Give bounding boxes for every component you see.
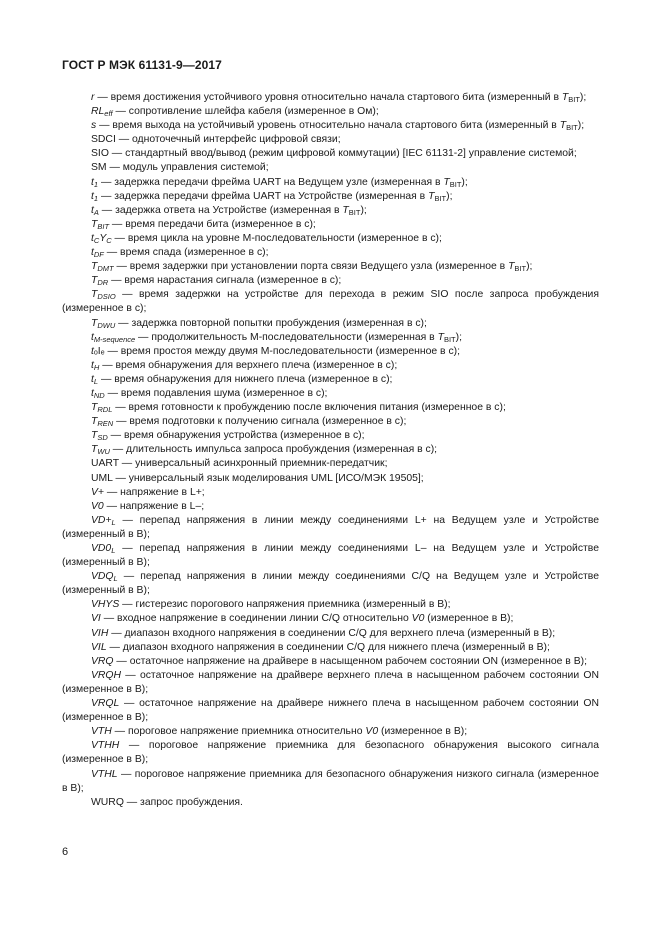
symbol: Y: [99, 232, 107, 244]
symbol: T: [91, 261, 98, 273]
definition-text: — время задержки при установлении порта связи Ведущего узла (измеренное в: [113, 261, 509, 273]
definition-text: SM — модуль управления системой;: [91, 162, 269, 174]
definition-entry: [62, 190, 599, 204]
symbol: t: [91, 247, 94, 259]
symbol-subscript: SD: [97, 433, 108, 443]
symbol: t: [91, 232, 94, 244]
definition-entry: [62, 359, 599, 373]
definition-text: — время передачи бита (измеренное в с);: [109, 218, 316, 230]
definition-text: ₒIₑ — время простоя между двумя М-последовательности (измеренное в с);: [93, 345, 460, 357]
definition-entry: [62, 669, 599, 697]
definition-text: — пороговое напряжение приемника для безопасного обнаружения низкого сигнала (измеренное в В);: [62, 768, 599, 794]
definition-entry: [62, 274, 599, 288]
definition-entry: [62, 612, 599, 626]
definition-entry: [62, 401, 599, 415]
definition-entry: [62, 570, 599, 598]
symbol: t: [91, 190, 94, 202]
symbol-subscript: eff: [104, 109, 113, 119]
symbol: RL: [91, 106, 105, 118]
definition-entry: [62, 218, 599, 232]
unit-subscript: BIT: [348, 207, 361, 217]
unit-symbol: T: [428, 190, 435, 202]
definition-text: — перепад напряжения в линии между соединениями L– на Ведущем узле и Устройстве (измеренный в В);: [62, 543, 599, 569]
symbol-subscript: DMT: [97, 264, 114, 274]
definition-entry: [62, 514, 599, 542]
symbol-subscript: M-sequence: [93, 334, 136, 344]
symbol-subscript: C: [106, 235, 112, 245]
definition-entry: [62, 176, 599, 190]
definition-text: — диапазон входного напряжения в соединении C/Q для верхнего плеча (измеренный в В);: [108, 627, 556, 639]
definition-entry: [62, 500, 599, 514]
definition-entry: [62, 739, 599, 767]
symbol-subscript: REN: [97, 419, 114, 429]
definition-text: — время спада (измеренное в с);: [103, 247, 269, 259]
unit-subscript: BIT: [566, 123, 578, 133]
symbol-subscript: L: [113, 574, 118, 584]
definition-text: SDCI — одноточечный интерфейс цифровой связи;: [91, 134, 341, 146]
definition-entry: [62, 472, 599, 486]
unit-symbol: T: [437, 331, 444, 343]
definition-text: — входное напряжение в соединении линии C/Q относительно: [100, 613, 412, 625]
definition-entry: [62, 331, 599, 345]
definition-text: );: [360, 204, 367, 216]
definition-text: — напряжение в L+;: [104, 486, 205, 498]
symbol-subscript: BIT: [97, 221, 110, 231]
symbol: s: [91, 120, 97, 132]
definition-text: — остаточное напряжение на драйвере в насыщенном рабочем состоянии ON (измеренное в В);: [113, 655, 587, 667]
symbol-subscript: H: [93, 362, 100, 372]
unit-subscript: BIT: [449, 179, 462, 189]
definition-entry: [62, 345, 599, 359]
definition-entry: [62, 204, 599, 218]
definition-text: — остаточное напряжение на драйвере нижнего плеча в насыщенном рабочем состоянии ON (измеренное в В);: [62, 698, 599, 724]
definition-text: — перепад напряжения в линии между соединениями L+ на Ведущем узле и Устройстве (измеренный в В);: [62, 514, 599, 540]
definition-text: — диапазон входного напряжения в соединении C/Q для нижнего плеча (измеренный в В);: [106, 641, 550, 653]
definition-text: — время готовности к пробуждению после включения питания (измеренное в с);: [112, 402, 506, 414]
definition-entry: [62, 317, 599, 331]
unit-symbol: T: [342, 204, 349, 216]
definition-text: — время обнаружения для нижнего плеча (измеренное в с);: [98, 373, 393, 385]
page-number: 6: [62, 846, 69, 858]
definition-text: SIO — стандартный ввод/вывод (режим цифровой коммутации) [IEC 61131-2] управление системой;: [91, 148, 577, 160]
definition-entry: [62, 796, 599, 810]
unit-symbol: V0: [411, 613, 425, 625]
unit-subscript: BIT: [514, 264, 527, 274]
definition-text: );: [577, 120, 585, 132]
definition-entry: [62, 387, 599, 401]
definition-entry: [62, 655, 599, 669]
definition-text: — время подготовки к получению сигнала (измеренное в с);: [113, 416, 407, 428]
symbol: T: [91, 416, 98, 428]
definition-text: UART — универсальный асинхронный приемник-передатчик;: [91, 458, 388, 470]
definition-entry: [62, 768, 599, 796]
abbreviations-list: [62, 91, 599, 810]
symbol-subscript: L: [93, 376, 99, 386]
symbol: VTHL: [91, 768, 118, 780]
symbol-subscript: L: [111, 546, 116, 555]
definition-text: WURQ — запрос пробуждения.: [91, 796, 243, 808]
definition-entry: [62, 147, 599, 161]
unit-symbol: T: [508, 261, 515, 273]
definition-text: — длительность импульса запроса пробуждения (измеренная в с);: [109, 444, 438, 456]
symbol: VHYS: [91, 599, 120, 611]
definition-text: — время обнаружения для верхнего плеча (измеренное в с);: [99, 359, 398, 371]
definition-text: UML — универсальный язык моделирования UML [ИСО/МЭК 19505];: [91, 472, 424, 484]
definition-entry: [62, 415, 599, 429]
symbol-subscript: L: [111, 517, 116, 527]
definition-text: (измеренное в В);: [424, 613, 514, 625]
symbol: t: [91, 176, 94, 188]
unit-symbol: T: [561, 92, 569, 103]
definition-entry: [62, 486, 599, 500]
definition-text: — пороговое напряжение приемника относительно: [111, 726, 366, 738]
symbol: T: [91, 444, 98, 456]
definition-text: — задержка ответа на Устройстве (измеренная в: [98, 204, 343, 216]
definition-entry: [62, 288, 599, 316]
symbol-subscript: 1: [93, 179, 99, 189]
definition-entry: [62, 697, 599, 725]
symbol: T: [91, 218, 98, 230]
symbol: VIL: [91, 641, 107, 653]
definition-entry: [62, 627, 599, 641]
definition-entry: [62, 91, 599, 105]
definition-entry: [62, 232, 599, 246]
definition-text: );: [579, 92, 587, 103]
symbol: VD+: [91, 514, 112, 526]
symbol-subscript: C: [93, 235, 100, 245]
symbol: t: [91, 345, 94, 357]
definition-entry: [62, 429, 599, 443]
definition-entry: [62, 373, 599, 387]
symbol-subscript: RDL: [97, 405, 113, 415]
symbol: T: [91, 317, 98, 329]
definition-text: );: [461, 176, 468, 188]
definition-text: — задержка передачи фрейма UART на Ведущем узле (измеренная в: [98, 176, 444, 188]
symbol-subscript: DF: [93, 250, 104, 260]
unit-subscript: BIT: [568, 95, 580, 104]
definition-text: — пороговое напряжение приемника для безопасного обнаружения высокого сигнала (измеренное в В);: [62, 740, 599, 766]
unit-symbol: T: [559, 120, 567, 132]
symbol: r: [91, 92, 95, 103]
symbol-subscript: DWU: [97, 320, 116, 330]
definition-text: — время задержки на устройстве для перехода в режим SIO после запроса пробуждения (измеренное в с);: [62, 289, 599, 315]
symbol: V+: [91, 486, 104, 498]
definition-text: — время достижения устойчивого уровня относительно начала стартового бита (измеренный в: [94, 92, 562, 103]
symbol: VI: [91, 613, 101, 625]
unit-subscript: BIT: [443, 334, 456, 344]
definition-text: — задержка передачи фрейма UART на Устройстве (измеренная в: [98, 190, 429, 202]
symbol: T: [91, 402, 98, 414]
symbol-subscript: DSIO: [97, 292, 116, 302]
symbol: T: [91, 430, 98, 442]
symbol: VTH: [91, 726, 112, 738]
unit-symbol: T: [443, 176, 450, 188]
symbol: VRQ: [91, 655, 114, 667]
definition-text: (измеренное в В);: [378, 726, 468, 738]
symbol-subscript: DR: [97, 278, 109, 288]
definition-entry: [62, 161, 599, 175]
definition-entry: [62, 246, 599, 260]
symbol: VD0: [91, 543, 112, 554]
definition-entry: [62, 119, 599, 133]
symbol-subscript: 1: [93, 193, 99, 203]
unit-subscript: BIT: [434, 193, 447, 203]
definition-text: );: [455, 331, 462, 343]
symbol-subscript: ND: [93, 390, 105, 400]
definition-text: — сопротивление шлейфа кабеля (измеренное в Ом);: [112, 106, 379, 118]
symbol: t: [91, 373, 94, 385]
symbol: t: [91, 204, 94, 216]
definition-text: — перепад напряжения в линии между соединениями C/Q на Ведущем узле и Устройстве (измеренный в В);: [62, 571, 599, 597]
symbol-subscript: WU: [97, 447, 110, 457]
symbol: V0: [91, 500, 104, 512]
symbol: VTHH: [91, 740, 120, 752]
definition-text: — задержка повторной попытки пробуждения (измеренная в с);: [115, 317, 427, 329]
symbol: t: [91, 359, 94, 371]
definition-entry: [62, 105, 599, 119]
definition-entry: [62, 133, 599, 147]
definition-text: — время нарастания сигнала (измеренное в с);: [108, 275, 342, 287]
definition-entry: [62, 598, 599, 612]
document-header: ГОСТ Р МЭК 61131-9—2017: [62, 58, 222, 72]
definition-text: — время подавления шума (измеренное в с);: [104, 387, 328, 399]
definition-text: — остаточное напряжение на драйвере верхнего плеча в насыщенном рабочем состоянии ON (измеренное в В);: [62, 669, 599, 695]
definition-entry: [62, 457, 599, 471]
definition-entry: [62, 542, 599, 570]
definition-entry: [62, 641, 599, 655]
definition-entry: [62, 443, 599, 457]
definition-text: — время выхода на устойчивый уровень относительно начала стартового бита (измеренный в: [96, 120, 560, 132]
definition-text: — гистерезис порогового напряжения приемника (измеренный в В);: [119, 599, 451, 611]
symbol: T: [91, 275, 98, 287]
definition-text: );: [446, 190, 453, 202]
symbol: VRQH: [91, 669, 122, 681]
definition-text: — время цикла на уровне М-последовательности (измеренное в с);: [111, 232, 442, 244]
unit-symbol: V0: [365, 726, 379, 738]
definition-text: — напряжение в L–;: [103, 500, 205, 512]
symbol: T: [91, 289, 98, 301]
symbol: VDQ: [91, 571, 114, 583]
definition-text: );: [526, 261, 533, 273]
definition-text: — время обнаружения устройства (измеренное в с);: [107, 430, 365, 442]
symbol: VIH: [91, 627, 109, 639]
definition-entry: [62, 260, 599, 274]
symbol: t: [91, 387, 94, 399]
symbol: t: [91, 331, 94, 343]
definition-entry: [62, 725, 599, 739]
symbol-subscript: A: [93, 207, 99, 217]
definition-text: — продолжительность М-последовательности (измеренная в: [135, 331, 438, 343]
symbol: VRQL: [91, 698, 120, 710]
